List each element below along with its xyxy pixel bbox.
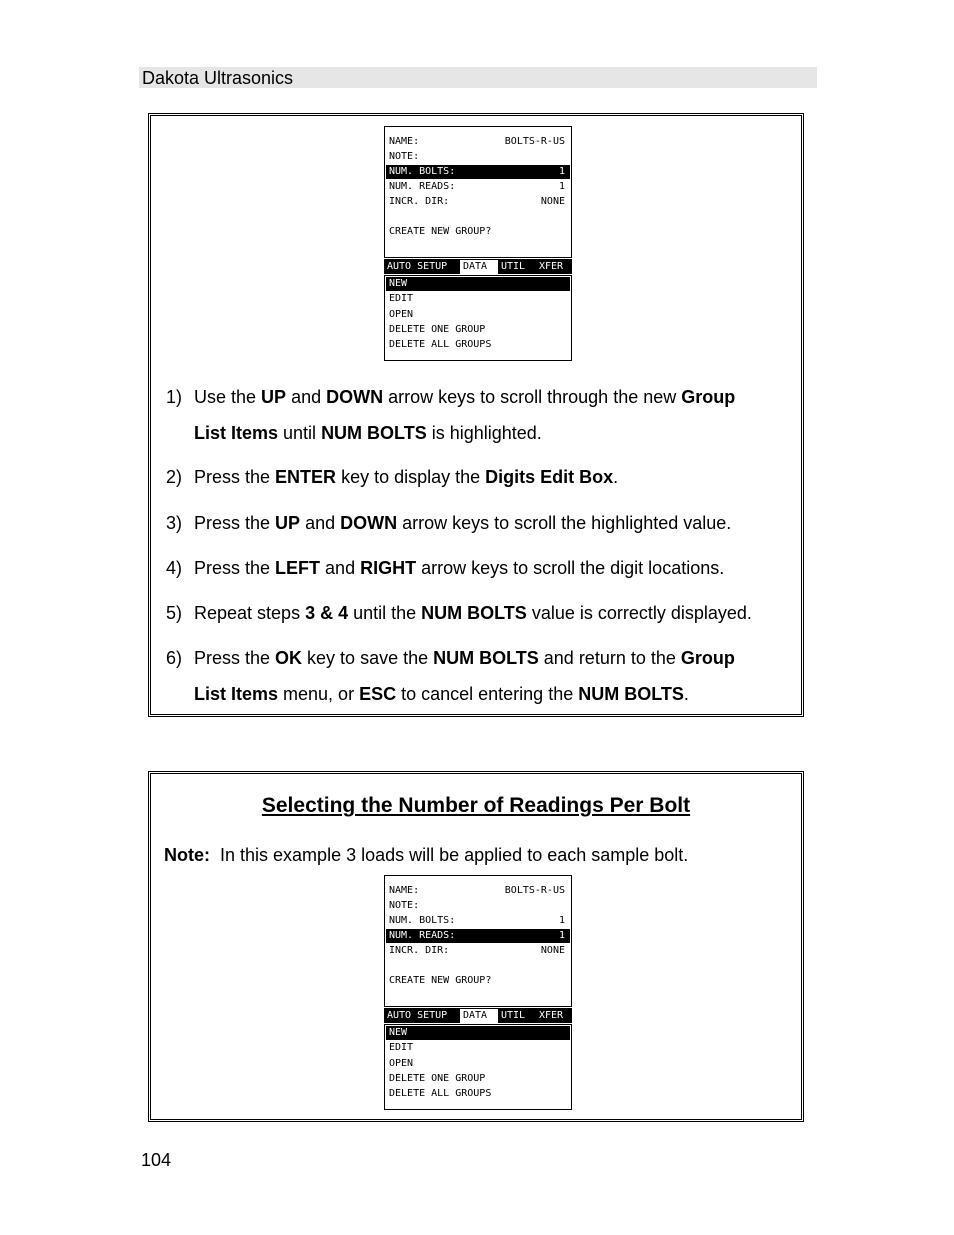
step-bold-text: LEFT [275,558,321,578]
step-line [194,459,794,495]
step-bold-text: List Items [194,423,279,443]
screen-field-row [386,165,570,179]
screen-menu-item [386,1072,570,1086]
screen-field-label: NUM. BOLTS: [389,915,456,926]
screen-field-row [386,899,570,913]
screen-field-row [386,135,570,149]
screen-field-label: INCR. DIR: [389,196,450,207]
step-number: 1) [166,387,183,407]
step-text-body [194,505,794,541]
screen-menu-label: NEW [389,278,408,289]
step-text: key to display the [336,467,486,487]
step-number: 4) [166,558,183,578]
header-title: Dakota Ultrasonics [142,68,294,88]
screen-menu-item [386,1041,570,1055]
step-text: is highlighted. [426,423,542,443]
screen-field-value: 1 [558,181,565,192]
step-bold-text: Group [680,648,735,668]
step-bold-text: NUM BOLTS [578,684,684,704]
screen-field-label: CREATE NEW GROUP? [389,226,492,237]
screen-field-label: NUM. BOLTS: [389,166,456,177]
step-bold-text: ENTER [275,467,337,487]
note-text: In this example 3 loads will be applied to each sample bolt. [220,845,689,865]
step-bold-text: NUM BOLTS [421,603,527,623]
step-text: and return to the [538,648,681,668]
screen-menu-item [386,1026,570,1040]
screen-tab-auto-setup: AUTO SETUP [387,1010,448,1021]
step-line [194,550,794,586]
step-text-body [194,459,794,495]
screen-field-value: 1 [558,930,565,941]
step-text: value is correctly displayed. [526,603,752,623]
header-bar [139,67,817,88]
screen-menu-label: DELETE ALL GROUPS [389,339,492,351]
screen-field-row [386,914,570,928]
step-line [194,379,794,415]
step-text: Repeat steps [194,603,306,623]
screen-tab-util: UTIL [501,261,526,272]
step-text-body [194,640,794,712]
screen-menu-label: EDIT [389,1042,414,1054]
step-text: to cancel entering the [396,684,579,704]
screen-field-value: BOLTS-R-US [504,136,565,147]
section-title: Selecting the Number of Readings Per Bolt [261,794,691,817]
screen-menu-item [386,1057,570,1071]
step-text: and [286,387,327,407]
screen-field-label: NOTE: [389,900,420,911]
screen-field-label: INCR. DIR: [389,945,450,956]
step-text: . [683,684,689,704]
step-text: Press the [194,558,276,578]
step-bold-text: UP [261,387,287,407]
step-line [194,640,794,676]
step-bold-text: DOWN [326,387,384,407]
screen-field-label: CREATE NEW GROUP? [389,975,492,986]
screen-tab-xfer: XFER [539,1010,564,1021]
step-text: arrow keys to scroll the highlighted value. [397,513,732,533]
screen-field-value: 1 [558,166,565,177]
screen-menu-item [386,308,570,322]
step-number: 3) [166,513,183,533]
screen-field-value: BOLTS-R-US [504,885,565,896]
step-text: . [613,467,619,487]
step-text: Press the [194,648,276,668]
screen-field-value: NONE [540,945,565,956]
screen-menu-label: DELETE ONE GROUP [389,1072,486,1084]
screen-tab-data: DATA [460,259,498,274]
step-bold-text: RIGHT [360,558,417,578]
screen-menu-item [386,292,570,306]
step-line [194,505,794,541]
step-number: 6) [166,648,183,668]
page-number: 104 [141,1150,172,1170]
screen-menu-label: DELETE ALL GROUPS [389,1088,492,1100]
step-bold-text: Digits Edit Box [485,467,614,487]
screen-fields-panel [384,875,572,1007]
screen-field-label: NOTE: [389,151,420,162]
screen-menu-panel [384,1024,572,1110]
screen-field-row [386,929,570,943]
step-text: until the [348,603,422,623]
step-text-body [194,595,794,631]
instructions-box [148,113,804,717]
screen-tab-bar [384,259,572,274]
screen-field-label: NUM. READS: [389,181,456,192]
step-text: until [278,423,322,443]
screen-fields-panel [384,126,572,258]
step-text: arrow keys to scroll through the new [383,387,682,407]
step-line [194,595,794,631]
step-text: arrow keys to scroll the digit locations. [416,558,725,578]
step-text-body [194,550,794,586]
screen-menu-label: DELETE ONE GROUP [389,323,486,335]
screen-field-value: 1 [558,915,565,926]
gauge-screen [384,126,572,360]
screen-tab-util: UTIL [501,1010,526,1021]
step-number: 5) [166,603,183,623]
step-line [194,415,794,451]
step-bold-text: ESC [359,684,397,704]
step-bold-text: List Items [194,684,279,704]
screen-field-row [386,884,570,898]
screen-field-row [386,150,570,164]
step-text: Press the [194,467,276,487]
step-line [194,676,794,712]
screen-field-row [386,974,570,988]
gauge-screen [384,875,572,1109]
screen-field-row [386,225,570,239]
screen-tab-xfer: XFER [539,261,564,272]
screen-menu-item [386,277,570,291]
step-bold-text: UP [275,513,301,533]
step-bold-text: NUM BOLTS [321,423,427,443]
screen-field-row [386,195,570,209]
step-text: Use the [194,387,262,407]
screen-field-label: NAME: [389,885,420,896]
screen-field-row [386,944,570,958]
step-text: key to save the [302,648,434,668]
note [164,844,688,866]
screen-field-value: NONE [540,196,565,207]
screen-menu-panel [384,275,572,361]
screen-field-row [386,180,570,194]
screen-menu-item [386,323,570,337]
screen-field-label: NAME: [389,136,420,147]
step-bold-text: 3 & 4 [305,603,349,623]
step-bold-text: NUM BOLTS [433,648,539,668]
screen-tab-data: DATA [460,1008,498,1023]
screen-menu-label: OPEN [389,1057,414,1069]
step-bold-text: DOWN [340,513,398,533]
screen-tab-auto-setup: AUTO SETUP [387,261,448,272]
step-text: and [320,558,361,578]
step-text: Press the [194,513,276,533]
step-number: 2) [166,467,183,487]
screen-menu-item [386,1087,570,1101]
screen-tab-bar [384,1008,572,1023]
screen-menu-label: OPEN [389,308,414,320]
screen-menu-label: EDIT [389,293,414,305]
step-text: menu, or [278,684,360,704]
step-text-body [194,379,794,451]
step-text: and [300,513,341,533]
note-label: Note: [164,845,210,865]
screen-menu-label: NEW [389,1027,408,1038]
step-bold-text: OK [275,648,303,668]
screen-field-label: NUM. READS: [389,930,456,941]
section-box [148,771,804,1122]
screen-menu-item [386,338,570,352]
step-bold-text: Group [681,387,736,407]
